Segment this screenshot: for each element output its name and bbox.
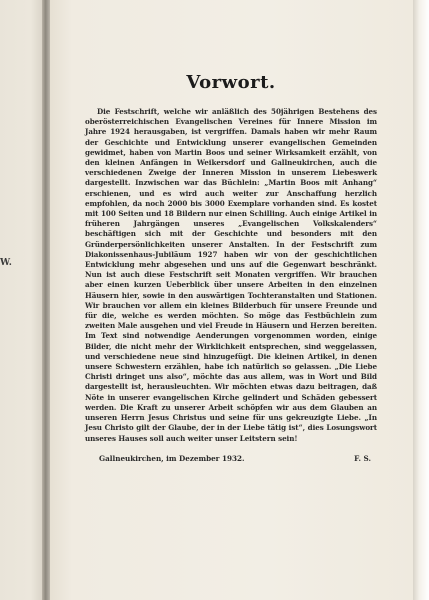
author-initials: F. S.: [354, 453, 371, 463]
page-title: Vorwort.: [186, 72, 276, 93]
page-content: [85, 72, 377, 463]
signature-line: [85, 454, 377, 463]
left-page-edge-text: W.: [0, 258, 12, 268]
foreword-paragraph: Die Festschrift, welche wir anläßlich des 50jährigen Bestehens des oberösterreichischen Evangelischen Vereines für Innere Mission im Jahre 1924 herausgaben, ist vergriffen. Damals haben wir mehr Raum der Geschichte und Entwicklung unserer evangelischen Gemeinden gewidmet, haben von Martin Boos und seiner Wirksamkeit erzählt, von den kleinen Anfängen in Weikersdorf und Gallneukirchen, auch die verschiedenen Zweige der Inneren Mission in unserem Liebeswerk dargestellt. Inzwischen war das Büchlein: „Martin Boos mit Anhang“ erschienen, und es wird auch weiter zur Anschaffung herzlich empfohlen, da noch 2000 bis 3000 Exemplare vorhanden sind. Es kostet mit 100 Seiten und 18 Bildern nur einen Schilling. Auch einige Artikel in früheren Jahrgängen unseres „Evangelischen Volkskalenders“ beschäftigen sich mit der Geschichte und besonders mit den Gründerpersönlichkeiten unserer Anstalten. In der Festschrift zum Diakonissenhaus-Jubiläum 1927 haben wir von der geschichtlichen Entwicklung mehr abgesehen und uns auf die Gegenwart beschränkt. Nun ist auch diese Festschrift seit Monaten vergriffen. Wir brauchen aber einen kurzen Ueberblick über unsere Arbeiten in den einzelnen Häusern hier, sowie in den auswärtigen Tochteranstalten und Stationen. Wir brauchen vor allem ein kleines Bilderbuch für unsere Freunde und für die, welche es werden möchten. So möge das Festbüchlein zum zweiten Male ausgehen und viel Freude in Häusern und Herzen bereiten. Im Text sind notwendige Aenderungen vorgenommen worden, einige Bilder, die nicht mehr der Wirklichkeit entsprechen, sind weggelassen, und verschiedene neue sind hinzugefügt. Die kleinen Artikel, in denen unsere Schwestern erzählen, habe ich natürlich so gelassen. „Die Liebe Christi dringet uns also“, möchte das aus allem, was in Wort und Bild dargestellt ist, herausleuchten. Wir möchten etwas dazu beitragen, daß Nöte in unserer evangelischen Kirche gelindert und Schäden gebessert werden. Die Kraft zu unserer Arbeit schöpfen wir aus dem Glauben an unseren Herrn Jesus Christus und seine für uns gekreuzigte Liebe. „In Jesu Christo gilt der Glaube, der in der Liebe tätig ist“, dies Losungswort unseres Hauses soll auch weiter unser Leitstern sein!: [85, 107, 377, 443]
page-edge: [413, 0, 429, 600]
place-date: Gallneukirchen, im Dezember 1932.: [99, 453, 245, 463]
left-page: [0, 0, 44, 600]
